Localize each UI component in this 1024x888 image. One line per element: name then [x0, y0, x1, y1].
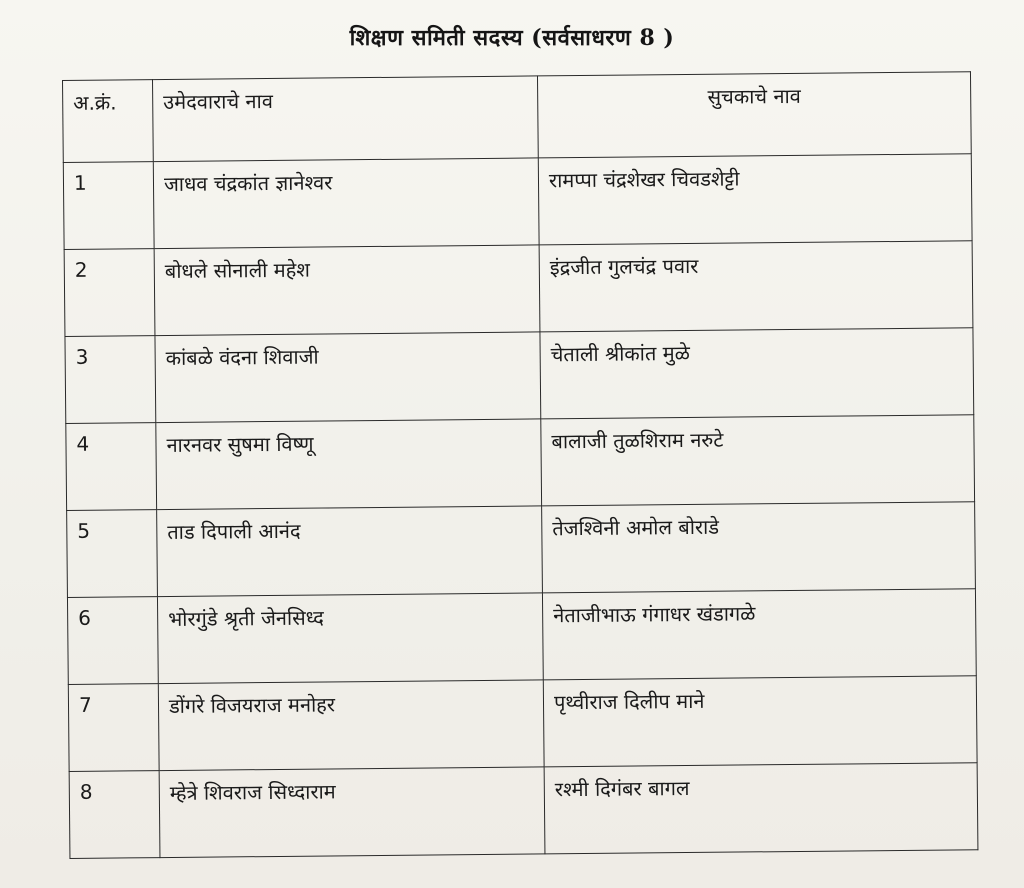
table-row [64, 241, 973, 337]
row-proposer-name: इंद्रजीत गुलचंद्र पवार [539, 241, 973, 332]
row-serial: 8 [69, 771, 160, 859]
row-proposer-name: पृथ्वीराज दिलीप माने [543, 676, 977, 767]
row-serial: 6 [67, 597, 158, 685]
row-proposer-name: बालाजी तुळशिराम नरुटे [541, 415, 975, 506]
row-serial: 2 [64, 249, 155, 337]
row-candidate-name: भोरगुंडे श्रृती जेनसिध्द [157, 593, 543, 684]
row-candidate-name: डोंगरे विजयराज मनोहर [158, 680, 544, 771]
row-proposer-name: तेजश्विनी अमोल बोराडे [542, 502, 976, 593]
row-candidate-name: जाधव चंद्रकांत ज्ञानेश्वर [153, 158, 539, 249]
row-proposer-name: चेताली श्रीकांत मुळे [540, 328, 974, 419]
row-proposer-name: रश्मी दिगंबर बागल [544, 763, 978, 854]
row-candidate-name: बोधले सोनाली महेश [154, 245, 540, 336]
row-serial: 4 [66, 423, 157, 511]
row-proposer-name: नेताजीभाऊ गंगाधर खंडागळे [542, 589, 976, 680]
table-row [69, 763, 978, 859]
table-row [67, 589, 976, 685]
header-candidate-name: उमेदवाराचे नाव [153, 76, 539, 162]
row-serial: 3 [65, 336, 156, 424]
header-proposer-name: सुचकाचे नाव [537, 72, 971, 158]
row-proposer-name: रामप्पा चंद्रशेखर चिवडशेट्टी [538, 154, 972, 245]
row-serial: 5 [67, 510, 158, 598]
table-row [66, 415, 975, 511]
header-serial: अ.क्रं. [63, 80, 154, 163]
row-serial: 7 [68, 684, 159, 772]
row-candidate-name: नारनवर सुषमा विष्णू [156, 419, 542, 510]
members-table [62, 71, 978, 859]
table-row [63, 154, 972, 250]
page-title: शिक्षण समिती सदस्य (सर्वसाधरण 8 ) [349, 25, 675, 51]
table-header-row [63, 72, 972, 163]
row-candidate-name: ताड दिपाली आनंद [157, 506, 543, 597]
row-serial: 1 [63, 162, 154, 250]
table-row [67, 502, 976, 598]
table-row [65, 328, 974, 424]
row-candidate-name: म्हेत्रे शिवराज सिध्दाराम [159, 767, 545, 858]
row-candidate-name: कांबळे वंदना शिवाजी [155, 332, 541, 423]
table-row [68, 676, 977, 772]
